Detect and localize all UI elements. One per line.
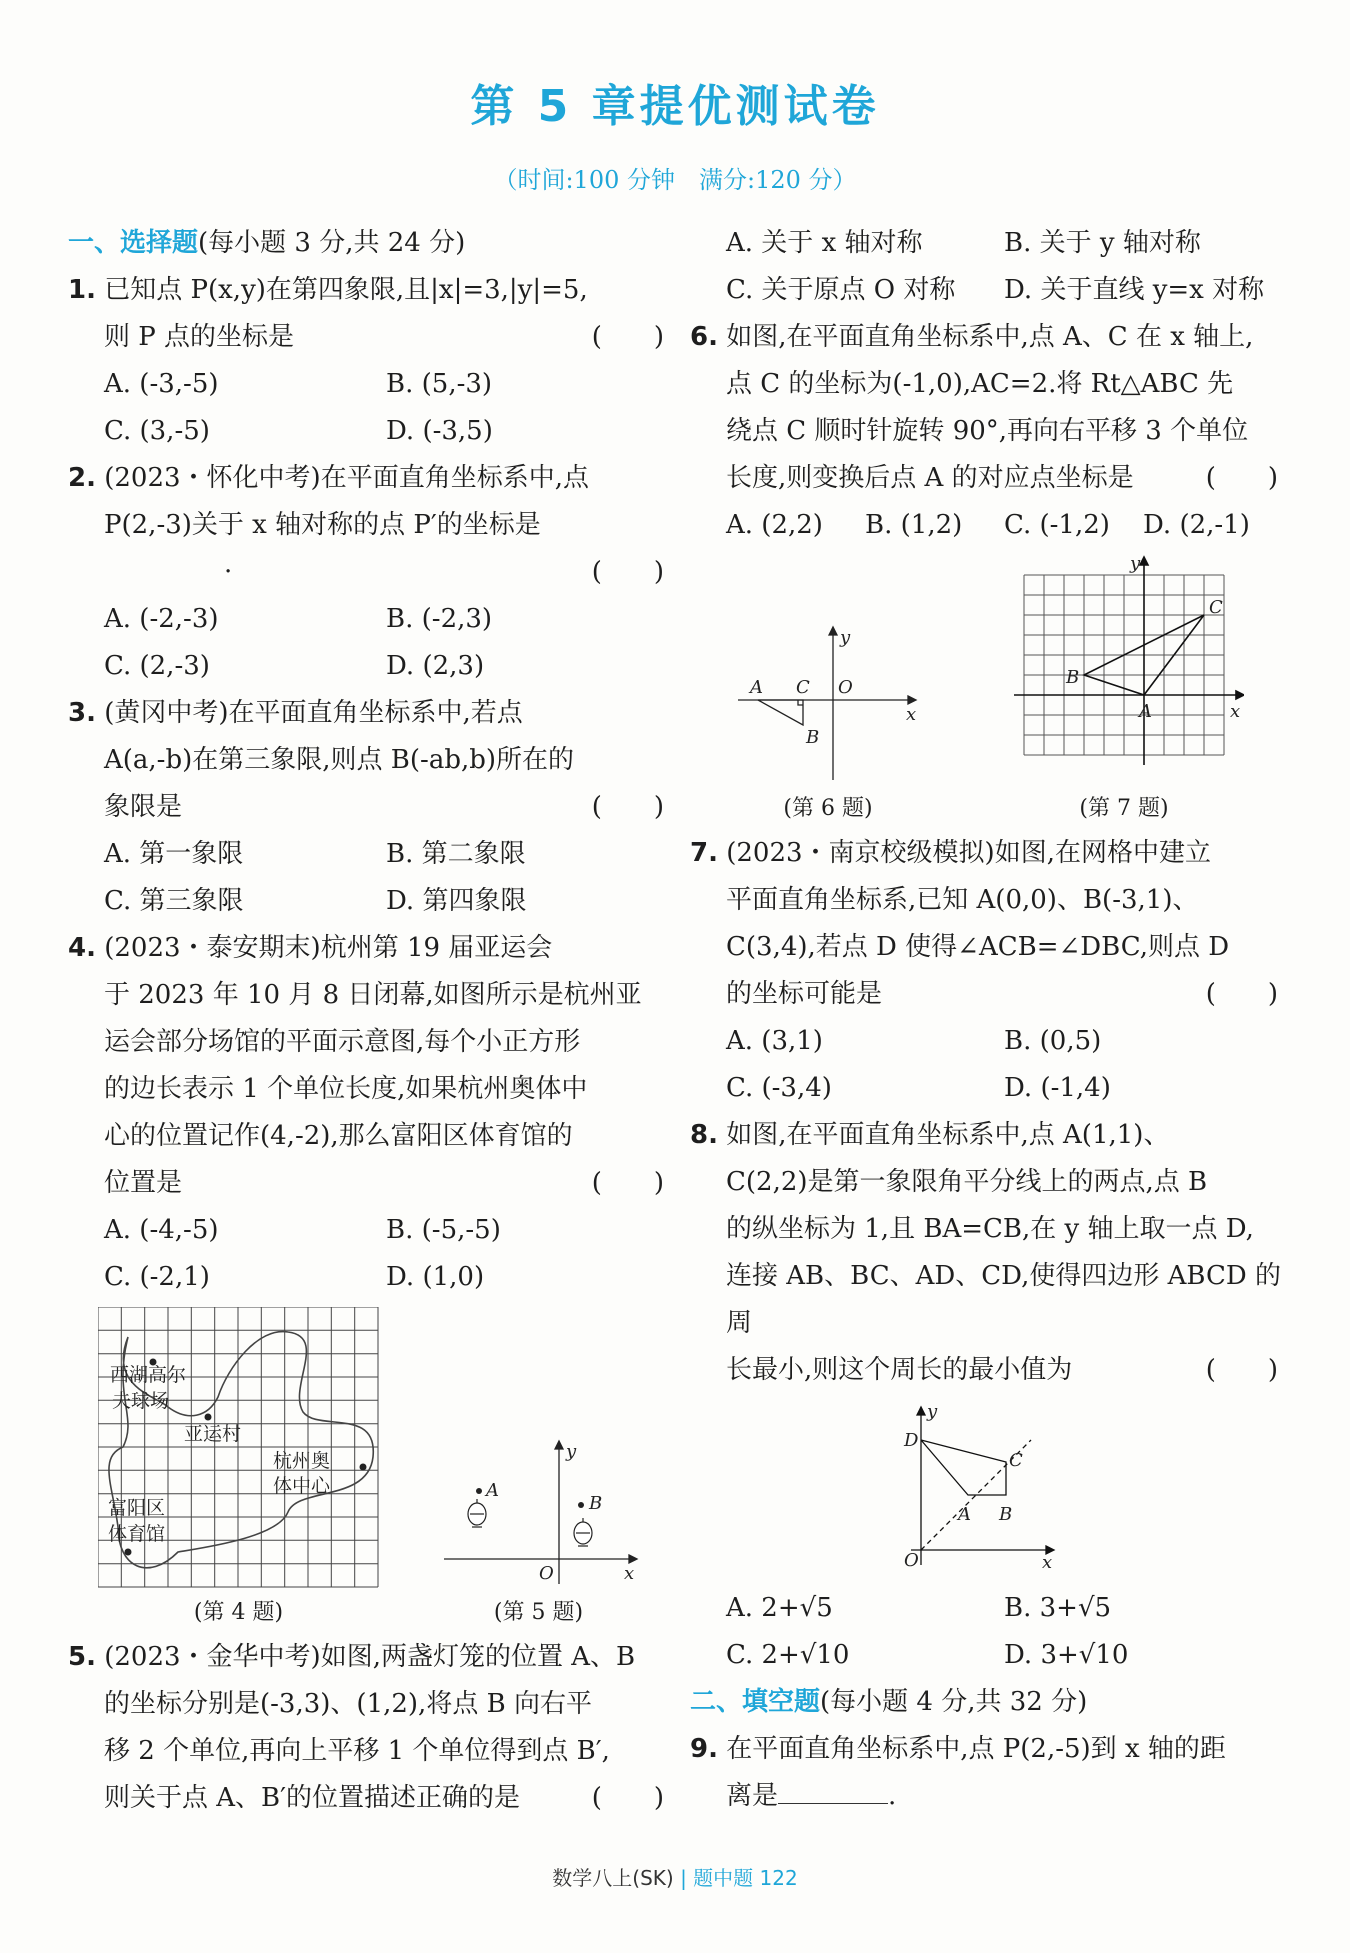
section-heading-2: 二、填空题(每小题 4 分,共 32 分) <box>690 1687 1088 1717</box>
svg-text:A: A <box>958 1504 971 1525</box>
section-heading: 一、选择题(每小题 3 分,共 24 分) <box>68 228 466 258</box>
svg-text:B: B <box>806 727 820 748</box>
svg-text:C: C <box>796 677 810 698</box>
options-q8: A. 2+√5 B. 3+√5 C. 2+√10 D. 3+√10 <box>726 1593 1129 1670</box>
svg-text:y: y <box>927 1401 938 1422</box>
options-q5: A. 关于 x 轴对称 B. 关于 y 轴对称 C. 关于原点 O 对称 D. 关于直线 y=x 对称 <box>726 228 1265 305</box>
page-subtitle: （时间:100 分钟 满分:120 分） <box>493 166 857 194</box>
question-1: 1. 已知点 P(x,y)在第四象限,且|x|=3,|y|=5, 则 P 点的坐标是 ( ) <box>68 267 668 361</box>
fig4-label-3: 亚运村 <box>183 1423 241 1445</box>
svg-text:D: D <box>904 1430 919 1451</box>
question-5: 5. (2023・金华中考)如图,两盏灯笼的位置 A、B 的坐标分别是(-3,3)、(1,2),将点 B 向右平 移 2 个单位,再向上平移 1 个单位得到点 B′, 则关于点 A、B′的位置描述正确的是 ( ) <box>68 1642 664 1813</box>
options-q3: A. 第一象限 B. 第二象限 C. 第三象限 D. 第四象限 <box>104 839 527 916</box>
options-q6: A. (2,2) B. (1,2) C. (-1,2) D. (2,-1) <box>726 510 1250 540</box>
figure-4 <box>98 1307 380 1628</box>
fig5-label-y: y <box>565 1441 576 1462</box>
fig4-label-2: 夫球场 <box>111 1390 169 1412</box>
question-2: 2. (2023・怀化中考)在平面直角坐标系中,点 P(2,-3)关于 x 轴对称的点 P′的坐标是 · ( ) <box>68 463 664 587</box>
fig5-label-O: O <box>538 1563 554 1584</box>
right-column <box>690 220 1282 1820</box>
question-3: 3. (黄冈中考)在平面直角坐标系中,若点 A(a,-b)在第三象限,则点 B(-ab,b)所在的 象限是 ( ) <box>68 698 664 822</box>
svg-text:B: B <box>999 1504 1013 1525</box>
figure-8-row <box>690 1400 1282 1579</box>
question-9: 9. 在平面直角坐标系中,点 P(2,-5)到 x 轴的距 离是 . <box>690 1734 1226 1811</box>
fig5-label-B: B <box>588 1493 602 1514</box>
figure-8 <box>896 1400 1076 1579</box>
figures-6-7 <box>690 555 1282 824</box>
options-q1: A. (-3,-5) B. (5,-3) C. (3,-5) D. (-3,5) <box>104 369 493 446</box>
svg-text:y: y <box>840 627 851 648</box>
page-title: 第 5 章提优测试卷 <box>470 81 880 132</box>
fig4-label-5: 体中心 <box>272 1475 330 1497</box>
figure-6-caption: (第 6 题) <box>783 796 873 821</box>
svg-text:y: y <box>1130 555 1141 574</box>
fig4-label-6: 富阳区 <box>107 1497 165 1519</box>
svg-text:C: C <box>1209 597 1223 618</box>
answer-bracket: ( ) <box>591 322 664 352</box>
footer-book: 数学八上(SK) <box>552 1866 674 1890</box>
fig5-label-A: A <box>485 1480 499 1501</box>
venue-map <box>98 1307 380 1589</box>
question-6: 6. 如图,在平面直角坐标系中,点 A、C 在 x 轴上, 点 C 的坐标为(-1,0),AC=2.将 Rt△ABC 先 绕点 C 顺时针旋转 90°,再向右平移 3 个单位 长度,则变换后点 A 的对应点坐标是 ( ) <box>690 322 1278 493</box>
svg-text:A: A <box>1139 701 1152 722</box>
answer-blank[interactable] <box>778 1779 888 1804</box>
lantern-coordinate-figure <box>439 1439 639 1589</box>
question-7: 7. (2023・南京校级模拟)如图,在网格中建立 平面直角坐标系,已知 A(0,0)、B(-3,1)、 C(3,4),若点 D 使得∠ACB=∠DBC,则点 D 的坐标可能是 ( ) <box>690 838 1278 1009</box>
options-q7: A. (3,1) B. (0,5) C. (-3,4) D. (-1,4) <box>726 1026 1111 1103</box>
footer-page: 题中题 122 <box>693 1866 798 1890</box>
figure-7-caption: (第 7 题) <box>1079 796 1169 821</box>
svg-text:B: B <box>1066 667 1080 688</box>
svg-text:C: C <box>1009 1450 1023 1471</box>
question-8: 8. 如图,在平面直角坐标系中,点 A(1,1)、 C(2,2)是第一象限角平分线上的两点,点 B 的纵坐标为 1,且 BA=CB,在 y 轴上取一点 D, 连接 AB、BC、AD、CD,使得四边形 ABCD 的周 长最小,则这个周长的最小值为 ( ) <box>690 1120 1281 1385</box>
triangle-figure <box>728 605 928 785</box>
fig4-label-7: 体育馆 <box>107 1523 165 1545</box>
svg-text:x: x <box>906 704 917 725</box>
figure-5 <box>439 1439 639 1628</box>
fig5-label-x: x <box>623 1563 634 1584</box>
figure-7 <box>1004 555 1244 824</box>
options-q2: A. (-2,-3) B. (-2,3) C. (2,-3) D. (2,3) <box>104 604 493 681</box>
svg-text:A: A <box>750 677 763 698</box>
svg-text:O: O <box>838 677 853 698</box>
svg-text:O: O <box>904 1550 919 1570</box>
svg-text:x: x <box>1042 1552 1053 1570</box>
grid-triangle-figure <box>1004 555 1244 785</box>
fig4-label-1: 西湖高尔 <box>109 1364 186 1386</box>
options-q4: A. (-4,-5) B. (-5,-5) C. (-2,1) D. (1,0) <box>104 1215 501 1292</box>
figure-4-caption: (第 4 题) <box>193 1600 284 1625</box>
figures-4-5 <box>68 1307 668 1628</box>
svg-text:x: x <box>1230 701 1241 722</box>
figure-5-caption: (第 5 题) <box>493 1600 584 1625</box>
left-column <box>68 220 668 1822</box>
quadrilateral-figure <box>896 1400 1076 1570</box>
question-4: 4. (2023・泰安期末)杭州第 19 届亚运会 于 2023 年 10 月 8 日闭幕,如图所示是杭州亚 运会部分场馆的平面示意图,每个小正方形 的边长表示 1 个单位长度,如果杭州奥体中 心的位置记作(4,-2),那么富阳区体育馆的 位置是 ( ) <box>68 933 664 1198</box>
page-footer: 数学八上(SK) | 题中题 122 <box>552 1866 798 1890</box>
fig4-label-4: 杭州奥 <box>272 1450 330 1472</box>
figure-6 <box>728 605 928 824</box>
